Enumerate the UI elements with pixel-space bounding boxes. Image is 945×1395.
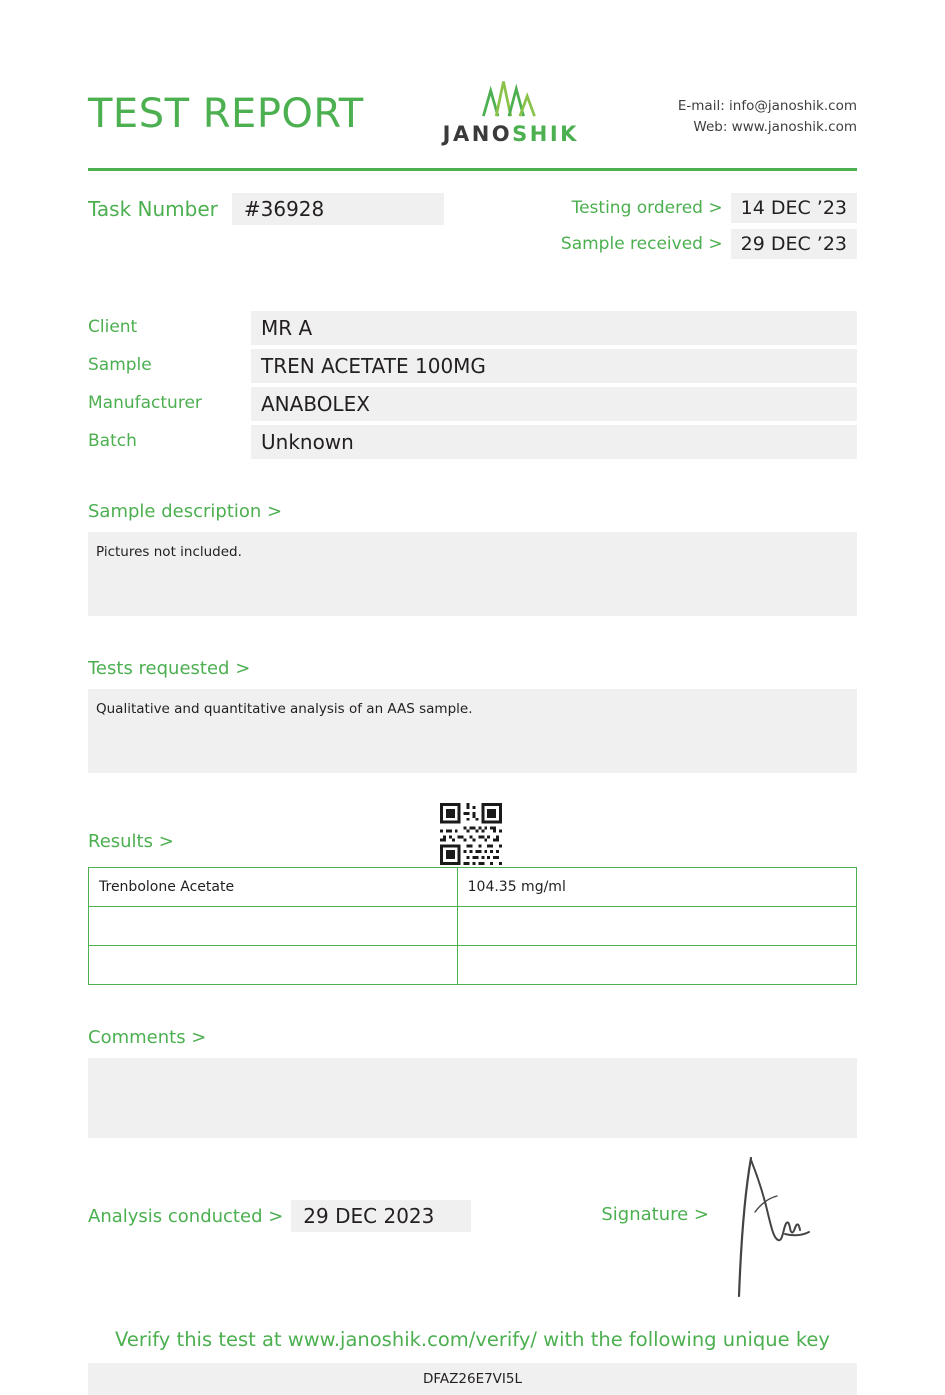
- qr-code-icon: [440, 803, 502, 865]
- page-title: TEST REPORT: [88, 91, 364, 137]
- table-row: [89, 868, 857, 907]
- comments-title: Comments >: [88, 1027, 207, 1048]
- batch-value: Unknown: [251, 425, 857, 459]
- analysis-conducted-value: 29 DEC 2023: [291, 1200, 471, 1232]
- brand-logo: [443, 76, 579, 146]
- info-table: [88, 311, 857, 459]
- sample-description-box: Pictures not included.: [88, 532, 857, 616]
- task-number-value: #36928: [232, 193, 444, 225]
- task-row: [88, 193, 857, 265]
- mountain-logo-icon: [456, 76, 566, 118]
- dates-group: [561, 193, 857, 265]
- task-number-group: [88, 193, 444, 225]
- contact-web: Web: www.janoshik.com: [693, 118, 857, 135]
- tests-requested-title: Tests requested >: [88, 658, 251, 679]
- brand-name-part2: SHIK: [512, 122, 579, 146]
- testing-ordered-value: 14 DEC ’23: [731, 193, 857, 223]
- sample-received-value: 29 DEC ’23: [731, 229, 857, 259]
- result-amount: 104.35 mg/ml: [457, 868, 856, 907]
- verify-text: Verify this test at www.janoshik.com/verify/ with the following unique key: [115, 1328, 830, 1351]
- contact-email: E-mail: info@janoshik.com: [677, 98, 857, 114]
- table-row: [89, 907, 857, 946]
- contact-block: [678, 96, 857, 138]
- header-divider: [88, 168, 857, 171]
- results-title: Results >: [88, 831, 174, 852]
- info-row: [88, 349, 857, 383]
- analysis-row: [88, 1200, 857, 1302]
- testing-ordered-label: Testing ordered >: [571, 198, 723, 218]
- testing-ordered-row: [561, 193, 857, 223]
- result-amount: [457, 946, 856, 985]
- task-number-label: Task Number: [88, 197, 218, 221]
- client-value: MR A: [251, 311, 857, 345]
- sample-description-title: Sample description >: [88, 501, 283, 522]
- signature-icon: [725, 1152, 811, 1302]
- client-label: Client: [88, 317, 138, 337]
- result-compound: Trenbolone Acetate: [89, 868, 458, 907]
- sample-received-label: Sample received >: [560, 234, 723, 254]
- signature-group: [601, 1200, 811, 1302]
- sample-received-row: [561, 229, 857, 259]
- brand-name-part1: JANO: [442, 122, 513, 146]
- result-compound: [89, 907, 458, 946]
- tests-requested-box: Qualitative and quantitative analysis of an AAS sample.: [88, 689, 857, 773]
- results-header: [88, 809, 857, 865]
- batch-label: Batch: [88, 431, 137, 451]
- info-row: [88, 425, 857, 459]
- analysis-conducted-label: Analysis conducted >: [88, 1205, 284, 1227]
- unique-key-box: DFAZ26E7VI5L: [88, 1363, 857, 1395]
- manufacturer-value: ANABOLEX: [251, 387, 857, 421]
- signature-label: Signature >: [601, 1204, 709, 1225]
- sample-value: TREN ACETATE 100MG: [251, 349, 857, 383]
- brand-name: [443, 122, 579, 146]
- info-row: [88, 311, 857, 345]
- report-header: [88, 0, 857, 146]
- result-amount: [457, 907, 856, 946]
- analysis-conducted-group: [88, 1200, 471, 1232]
- results-table: [88, 867, 857, 985]
- info-row: [88, 387, 857, 421]
- comments-box: [88, 1058, 857, 1138]
- sample-label: Sample: [88, 355, 152, 375]
- manufacturer-label: Manufacturer: [88, 393, 202, 413]
- result-compound: [89, 946, 458, 985]
- table-row: [89, 946, 857, 985]
